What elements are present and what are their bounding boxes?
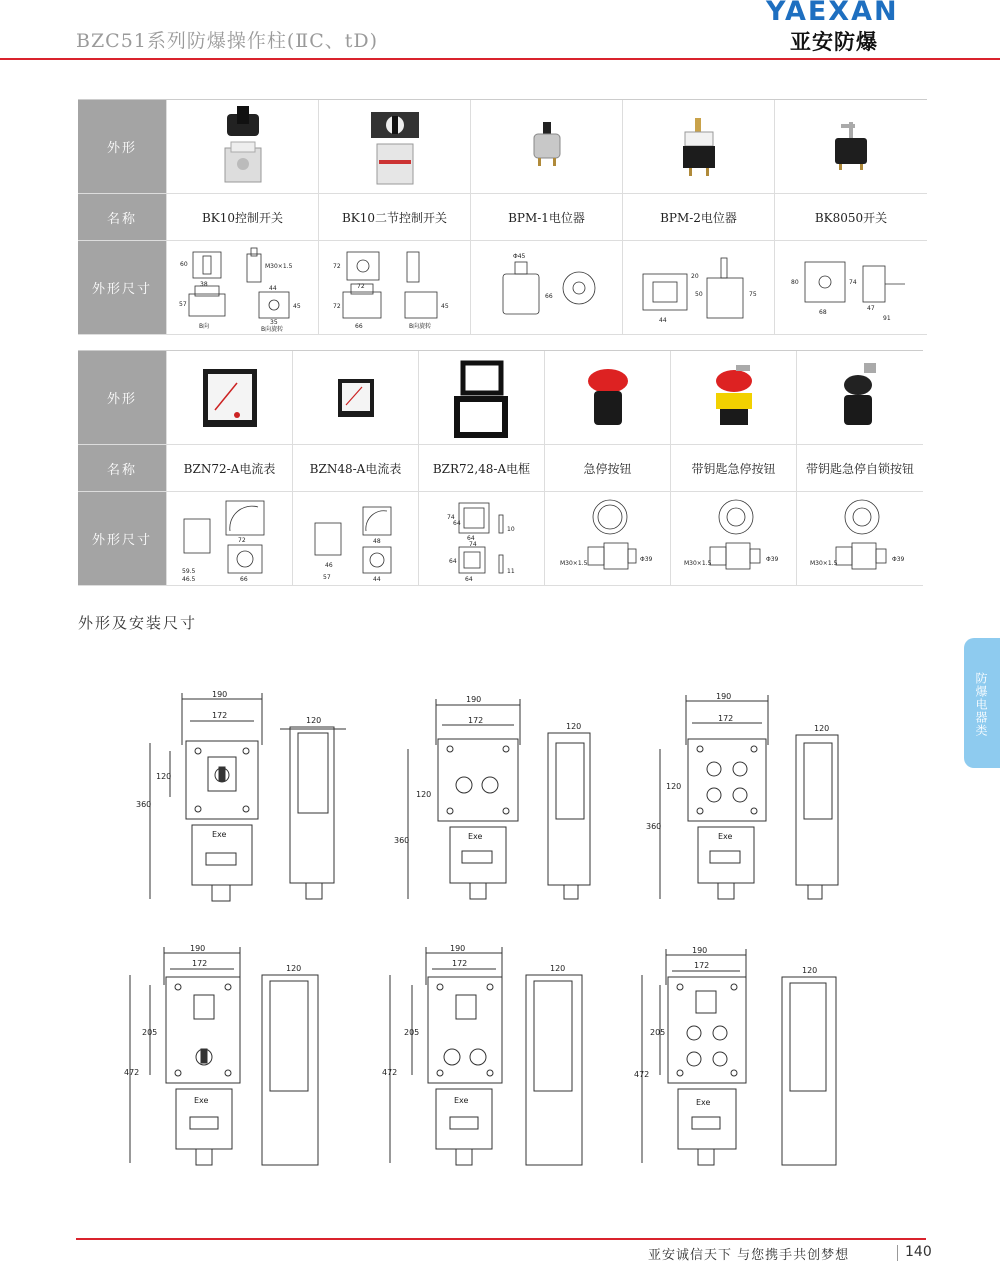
- brand-logo-cn: 亚安防爆: [790, 30, 878, 54]
- dim-label: 64: [466, 534, 475, 542]
- row-label-name: 名称: [78, 445, 166, 491]
- exe-mark: Exe: [194, 1096, 209, 1105]
- dim-height-total: 360: [136, 800, 152, 809]
- exe-mark: Exe: [454, 1096, 469, 1105]
- photo-estop-key-lock: [796, 351, 923, 444]
- dim-label: 66: [544, 292, 553, 300]
- row-label-shape: 外形: [78, 100, 166, 193]
- dim-depth: 120: [550, 964, 566, 973]
- section-title: 外形及安装尺寸: [78, 614, 198, 632]
- dim-label: 57: [178, 300, 187, 308]
- photo-bzr-frame: [418, 351, 544, 444]
- dim-label: 47: [867, 304, 875, 312]
- photo-bpm1: [470, 100, 622, 193]
- dim-width-outer: 190: [212, 690, 228, 699]
- dim-label: 72: [237, 536, 246, 544]
- photo-estop-key: [670, 351, 796, 444]
- dim-label: 45: [440, 302, 449, 310]
- exe-mark: Exe: [468, 832, 483, 841]
- dim-height-total: 472: [634, 1070, 650, 1079]
- name-bzr: BZR72,48-A电框: [418, 445, 544, 491]
- dim-label: B向: [198, 322, 209, 330]
- dim-drawing-bzr: [418, 492, 544, 585]
- dim-label: Φ39: [639, 555, 652, 563]
- dim-height-total: 360: [394, 836, 410, 845]
- dim-height-total: 472: [382, 1068, 398, 1077]
- dim-label: 57: [322, 573, 331, 581]
- dim-width-outer: 190: [692, 946, 708, 955]
- dim-label: 66: [354, 322, 363, 330]
- dim-label: 60: [179, 260, 188, 268]
- drawing-bottom-two-buttons-window: [382, 944, 582, 1165]
- row-shape: [78, 100, 927, 194]
- dim-label: 10: [506, 525, 515, 533]
- dim-height-inner: 205: [650, 1028, 666, 1037]
- dim-label: 68: [819, 308, 827, 316]
- dim-label: B向旋转: [408, 322, 431, 330]
- dim-depth: 120: [306, 716, 322, 725]
- dim-drawing-bpm1: [470, 241, 622, 334]
- row-label-dims: 外形尺寸: [78, 241, 166, 334]
- component-table-2: [78, 350, 923, 586]
- dim-label: 50: [694, 290, 703, 298]
- dim-label: 46: [324, 561, 333, 569]
- dim-drawing-bpm2: [622, 241, 774, 334]
- side-tab-label: 防爆电器类: [974, 672, 988, 737]
- dim-height-total: 472: [124, 1068, 140, 1077]
- dim-depth: 120: [566, 722, 582, 731]
- dim-label: M30×1.5: [264, 262, 292, 270]
- page-number: 140: [905, 1244, 932, 1260]
- dim-width-inner: 172: [694, 961, 710, 970]
- dim-height-inner: 205: [142, 1028, 158, 1037]
- header-divider: [0, 58, 1000, 60]
- dim-label: 44: [658, 316, 667, 324]
- row-label-shape: 外形: [78, 351, 166, 444]
- category-side-tab: [964, 638, 1000, 768]
- dim-width-outer: 190: [450, 944, 466, 953]
- drawing-bottom-switch-window: [124, 944, 318, 1165]
- dim-label: 59.5: [181, 567, 195, 575]
- dim-label: 74: [468, 540, 477, 548]
- name-estop: 急停按钮: [544, 445, 670, 491]
- dim-height-inner: 120: [416, 790, 432, 799]
- dim-width-inner: 172: [212, 711, 228, 720]
- dim-depth: 120: [802, 966, 818, 975]
- exe-mark: Exe: [212, 830, 227, 839]
- photo-estop: [544, 351, 670, 444]
- dim-label: 64: [452, 519, 461, 527]
- drawing-top-four-buttons: [646, 692, 838, 899]
- drawing-bottom-four-buttons-window: [634, 946, 836, 1165]
- name-bpm2: BPM-2电位器: [622, 194, 774, 240]
- page-title: BZC51系列防爆操作柱(ⅡC、tD): [76, 30, 379, 52]
- row-dims: [78, 241, 927, 335]
- dim-drawing-bk10: [166, 241, 318, 334]
- dim-label: 74: [446, 513, 455, 521]
- dim-drawing-bk8050: [774, 241, 927, 334]
- photo-bzn72: [166, 351, 292, 444]
- name-bk10-2: BK10二节控制开关: [318, 194, 470, 240]
- name-bk10: BK10控制开关: [166, 194, 318, 240]
- dim-depth: 120: [814, 724, 830, 733]
- exe-mark: Exe: [696, 1098, 711, 1107]
- name-estop-key: 带钥匙急停按钮: [670, 445, 796, 491]
- dim-label: B向旋转: [260, 325, 283, 332]
- dim-label: 75: [748, 290, 757, 298]
- component-table-1: [78, 99, 927, 335]
- dim-width-outer: 190: [716, 692, 732, 701]
- name-bpm1: BPM-1电位器: [470, 194, 622, 240]
- dim-label: 46.5: [181, 575, 195, 583]
- name-bzn48: BZN48-A电流表: [292, 445, 418, 491]
- dim-height-total: 360: [646, 822, 662, 831]
- row-name: [78, 445, 923, 492]
- dim-label: M30×1.5: [559, 559, 587, 567]
- footer-separator: [897, 1245, 898, 1261]
- dim-label: 80: [791, 278, 799, 286]
- photo-bzn48: [292, 351, 418, 444]
- dim-label: 91: [883, 314, 891, 322]
- dim-height-inner: 205: [404, 1028, 420, 1037]
- brand-logo-en: YAEXAN: [766, 0, 899, 27]
- dim-drawing-bzn72: [166, 492, 292, 585]
- dim-width-outer: 190: [190, 944, 206, 953]
- dim-label: 72: [356, 282, 365, 290]
- row-dims: [78, 492, 923, 586]
- dim-label: 44: [372, 575, 381, 583]
- mounting-drawings: [120, 685, 880, 1175]
- dim-height-inner: 120: [156, 772, 172, 781]
- dim-label: 72: [332, 302, 341, 310]
- dim-label: 35: [269, 318, 278, 326]
- photo-bk8050: [774, 100, 927, 193]
- dim-label: Φ45: [512, 252, 525, 260]
- dim-label: 74: [849, 278, 857, 286]
- dim-label: 38: [199, 280, 208, 288]
- dim-label: 66: [239, 575, 248, 583]
- dim-drawing-bk10-2: [318, 241, 470, 334]
- dim-label: 64: [464, 575, 473, 583]
- dim-label: Φ39: [765, 555, 778, 563]
- photo-bpm2: [622, 100, 774, 193]
- dim-drawing-estop-key-lock: [796, 492, 923, 585]
- dim-label: M30×1.5: [683, 559, 711, 567]
- dim-label: 44: [268, 284, 277, 292]
- dim-depth: 120: [286, 964, 302, 973]
- name-bk8050: BK8050开关: [774, 194, 927, 240]
- footer-slogan: 亚安诚信天下 与您携手共创梦想: [648, 1248, 850, 1263]
- drawing-top-two-buttons: [394, 695, 590, 899]
- dim-label: Φ39: [892, 555, 905, 563]
- photo-bk10: [166, 100, 318, 193]
- dim-label: M30×1.5: [810, 559, 838, 567]
- name-estop-key-lock: 带钥匙急停自锁按钮: [796, 445, 923, 491]
- dim-height-inner: 120: [666, 782, 682, 791]
- dim-width-outer: 190: [466, 695, 482, 704]
- drawing-top-switch: [136, 690, 346, 901]
- dim-label: 11: [506, 567, 515, 575]
- row-name: [78, 194, 927, 241]
- dim-drawing-estop-key: [670, 492, 796, 585]
- dim-width-inner: 172: [192, 959, 208, 968]
- name-bzn72: BZN72-A电流表: [166, 445, 292, 491]
- photo-bk10-2: [318, 100, 470, 193]
- row-shape: [78, 351, 923, 445]
- footer-divider: [76, 1238, 926, 1240]
- dim-drawing-bzn48: [292, 492, 418, 585]
- dim-label: 48: [372, 537, 381, 545]
- dim-label: 72: [332, 262, 341, 270]
- dim-width-inner: 172: [452, 959, 468, 968]
- dim-label: 64: [448, 557, 457, 565]
- dim-label: 45: [292, 302, 301, 310]
- dim-label: 20: [690, 272, 699, 280]
- dim-width-inner: 172: [718, 714, 734, 723]
- exe-mark: Exe: [718, 832, 733, 841]
- row-label-name: 名称: [78, 194, 166, 240]
- row-label-dims: 外形尺寸: [78, 492, 166, 585]
- dim-drawing-estop: [544, 492, 670, 585]
- dim-width-inner: 172: [468, 716, 484, 725]
